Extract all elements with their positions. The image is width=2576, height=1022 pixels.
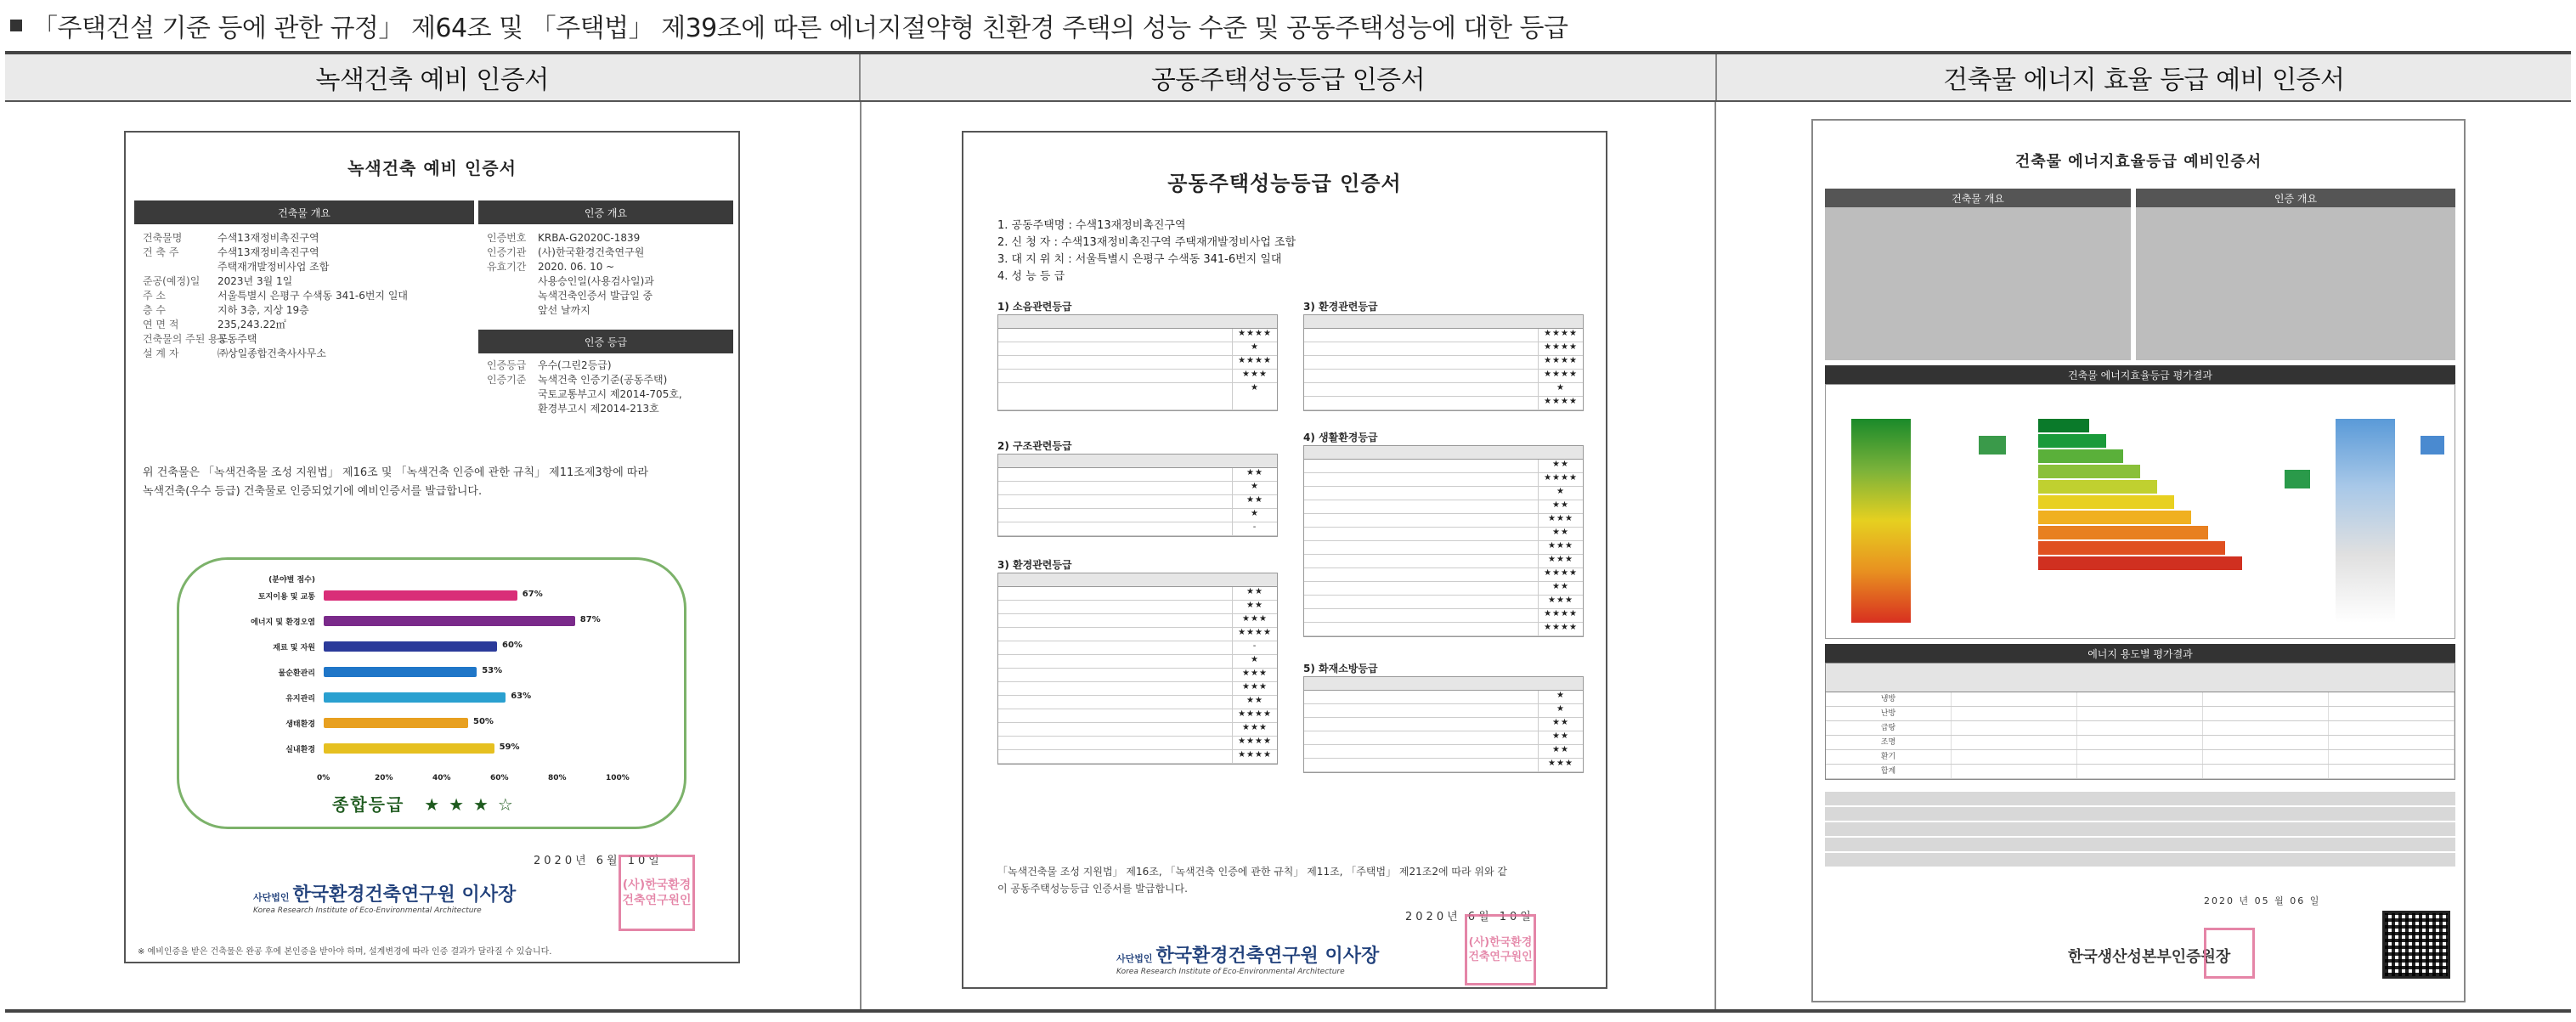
- x-tick-label: 0%: [317, 774, 330, 782]
- info-row: 녹색건축인증서 발급일 중: [538, 290, 653, 302]
- cert2-grade-table: ★★ ★★★★ ★ ★★ ★★★ ★★ ★★★ ★★★ ★★★★ ★★ ★★★ ★★★★ ★★★★: [1303, 445, 1584, 637]
- x-tick-label: 80%: [548, 774, 567, 782]
- cert2-statement: 「녹색건축물 조성 지원법」 제16조, 「녹색건축 인증에 관한 규칙」 제11조, 「주택법」 제21조2에 따라 위와 같 이 공동주택성능등급 인증서를 발급합니다.: [997, 866, 1507, 895]
- qr-code-icon: [2382, 911, 2450, 979]
- cert2-date: 2020년 6월 10일: [1405, 911, 1534, 923]
- cert2-section-title: 1) 소음관련등급: [997, 301, 1072, 313]
- bar-category-label: 재료 및 자원: [273, 644, 315, 652]
- cert1-date: 2020년 6월 10일: [534, 855, 663, 867]
- info-row: 층 수 지하 3층, 지상 19층: [143, 304, 309, 316]
- bar-mark: [324, 616, 575, 626]
- info-row: 인증번호 KRBA-G2020C-1839: [487, 232, 641, 244]
- info-row: 사용승인일(사용검사일)과: [538, 275, 654, 287]
- cert3-notes-area: [1825, 792, 2455, 868]
- cert3-cert-info: [2136, 207, 2455, 360]
- co2-emission-gauge: [2336, 419, 2395, 623]
- cert3-energy-use-table: 냉방 난방 급탕 조명 환기 합계: [1825, 663, 2455, 780]
- cert3-official-seal: [2204, 928, 2255, 979]
- bar-value-label: 53%: [482, 666, 503, 675]
- rating-pointer-icon: [1979, 436, 2006, 455]
- energy-efficiency-certificate: [1811, 119, 2466, 1002]
- caption-text: 「주택건설 기준 등에 관한 규정」 제64조 및 「주택법」 제39조에 따른 에너지절약형 친환경 주택의 성능 수준 및 공동주택성능에 대한 등급: [32, 14, 1568, 43]
- cert3-table-band: 에너지 용도별 평가결과: [1825, 644, 2455, 663]
- cert3-org-name: 한국생산성본부인증원장: [2068, 948, 2231, 966]
- cert2-title: 공동주택성능등급 인증서: [1167, 172, 1402, 195]
- cert2-section-title: 3) 환경관련등급: [997, 559, 1072, 571]
- bar-category-label: 토지이용 및 교통: [257, 593, 315, 601]
- cert2-grade-table: ★★★★ ★★★★ ★★★★ ★★★★ ★ ★★★★: [1303, 314, 1584, 411]
- category-score-chart: [177, 557, 686, 829]
- cert1-statement: 위 건축물은 「녹색건축물 조성 지원법」 제16조 및 「녹색건축 인증에 관한 규칙」 제11조제3항에 따라 녹색건축(우수 등급) 건축물로 인증되었기에 예비인증서를 발급합니다.: [143, 466, 649, 498]
- cert1-cert-band: 인증 개요: [478, 200, 733, 224]
- cert2-grade-table: ★★★★ ★ ★★★★ ★★★ ★: [997, 314, 1278, 411]
- info-row: 준공(예정)일 2023년 3월 1일: [143, 275, 293, 287]
- certificate-comparison-table: [5, 51, 2571, 1013]
- header-green-building-cert: 녹색건축 예비 인증서: [315, 65, 549, 95]
- cert2-section-title: 3) 환경관련등급: [1303, 301, 1378, 313]
- x-tick-label: 40%: [432, 774, 451, 782]
- bar-value-label: 60%: [502, 641, 523, 650]
- x-tick-label: 20%: [375, 774, 393, 782]
- cert3-cert-band: 인증 개요: [2136, 189, 2455, 207]
- grade-label: 종합등급: [332, 794, 405, 815]
- info-row: 환경부고시 제2014-213호: [538, 403, 659, 415]
- bar-category-label: 유지관리: [285, 695, 315, 703]
- x-tick-label: 60%: [490, 774, 509, 782]
- bar-value-label: 87%: [579, 615, 601, 624]
- bar-mark: [324, 692, 506, 703]
- info-row: 주 소 서울특별시 은평구 수색동 341-6번지 일대: [143, 290, 409, 302]
- cert2-section-title: 4) 생활환경등급: [1303, 432, 1378, 443]
- info-row: 앞선 날까지: [538, 304, 590, 316]
- cert2-official-seal: (사)한국환경건축연구원인: [1465, 914, 1536, 985]
- info-row: 인증기준 녹색건축 인증기준(공동주택): [487, 374, 668, 386]
- cert2-grade-table: ★★ ★★ ★★★ ★★★★ - ★ ★★★ ★★★ ★★ ★★★★ ★★★ ★★★★ ★★★★: [997, 573, 1278, 765]
- cert1-building-info: [143, 231, 474, 361]
- table-header-row: [5, 54, 2571, 102]
- energy-grade-bar: [2038, 526, 2208, 539]
- cert1-grade-info: [487, 359, 733, 416]
- cert1-grade-band: 인증 등급: [478, 330, 733, 353]
- info-row: 주택재개발정비사업 조합: [217, 261, 330, 273]
- x-tick-label: 100%: [606, 774, 630, 782]
- energy-grade-bar: [2038, 495, 2174, 509]
- cert2-org-logo: 사단법인 한국환경건축연구원 이사장 Korea Research Institute of Eco-Environmental Architecture: [1116, 946, 1380, 976]
- cert2-info-list: 1. 공동주택명 : 수색13재정비촉진구역 2. 신 청 자 : 수색13재정비촉진구역 주택재개발정비사업 조합 3. 대 지 위 치 : 서울특별시 은평구 수색동 341-6번지 일대 4. 성 능 등 급: [997, 219, 1296, 283]
- info-row: 설 계 자 ㈜상일종합건축사사무소: [143, 347, 326, 359]
- bar-mark: [324, 641, 497, 652]
- energy-grade-bar: [2038, 541, 2225, 555]
- green-building-certificate: [124, 131, 740, 963]
- header-energy-efficiency-cert: 건축물 에너지 효율 등급 예비 인증서: [1715, 54, 2571, 100]
- info-row: 건축물의 주된 용도 공동주택: [143, 333, 257, 345]
- energy-grade-bar: [2038, 556, 2242, 570]
- housing-performance-certificate: [962, 131, 1607, 989]
- bar-mark: [324, 667, 477, 677]
- cert1-footnote: ※ 예비인증을 받은 건축물은 완공 후에 본인증을 받아야 하며, 설계변경에 따라 인증 결과가 달라질 수 있습니다.: [138, 947, 552, 957]
- cert1-building-band: 건축물 개요: [134, 200, 474, 224]
- bar-mark: [324, 590, 517, 601]
- bar-category-label: 에너지 및 환경오염: [251, 618, 315, 627]
- cert2-section-title: 2) 구조관련등급: [997, 440, 1072, 452]
- cert2-grade-table: ★★ ★ ★★ ★ -: [997, 454, 1278, 537]
- cert3-building-band: 건축물 개요: [1825, 189, 2131, 207]
- column-divider: [1715, 102, 1716, 1009]
- cert3-title: 건축물 에너지효율등급 예비인증서: [2014, 153, 2262, 171]
- energy-grade-bar: [2038, 449, 2123, 463]
- bar-value-label: 67%: [522, 590, 543, 599]
- info-row: 연 면 적 235,243.22㎡: [143, 319, 286, 330]
- cert1-official-seal: (사)한국환경건축연구원인: [619, 855, 695, 931]
- bar-category-label: 물순환관리: [278, 669, 315, 678]
- energy-grade-bar: [2038, 480, 2157, 494]
- cert1-org-logo: 사단법인 한국환경건축연구원 이사장 Korea Research Institute of Eco-Environmental Architecture: [253, 884, 517, 915]
- bar-value-label: 59%: [499, 743, 520, 752]
- header-housing-performance-cert: 공동주택성능등급 인증서: [859, 54, 1715, 100]
- bar-mark: [324, 718, 468, 728]
- grade-stars: ★ ★ ★ ☆: [424, 794, 515, 815]
- column-divider: [860, 102, 861, 1009]
- info-row: 건 축 주 수색13재정비촉진구역: [143, 246, 319, 258]
- bar-chart-area: [179, 560, 684, 827]
- energy-grade-bar: [2038, 434, 2106, 448]
- cert2-section-title: 5) 화재소방등급: [1303, 663, 1378, 675]
- cert2-grade-table: ★ ★ ★★ ★★ ★★ ★★★: [1303, 676, 1584, 773]
- bar-category-label: 실내환경: [285, 746, 315, 754]
- energy-grade-bar: [2038, 419, 2089, 432]
- bar-value-label: 63%: [511, 692, 532, 701]
- energy-grade-bar: [2038, 511, 2191, 524]
- bar-mark: [324, 743, 494, 754]
- chart-header-label: (분야별 점수): [268, 576, 315, 584]
- cert3-date: 2020 년 05 월 06 일: [2204, 895, 2321, 906]
- info-row: 건축물명 수색13재정비촉진구역: [143, 232, 319, 244]
- primary-energy-gauge: [1851, 419, 1911, 623]
- bar-category-label: 생태환경: [285, 720, 315, 729]
- energy-grade-bar: [2038, 465, 2140, 478]
- cert3-building-info: [1825, 207, 2131, 360]
- rating-pointer-icon: [2421, 436, 2444, 455]
- cert1-title: 녹색건축 예비 인증서: [347, 158, 517, 178]
- info-row: 유효기간 2020. 06. 10 ~: [487, 261, 615, 273]
- square-bullet-icon: [10, 20, 22, 31]
- cert3-energy-band: 건축물 에너지효율등급 평가결과: [1825, 365, 2455, 384]
- cert1-cert-info: [487, 231, 733, 318]
- rating-pointer-icon: [2285, 470, 2310, 488]
- overall-grade: [332, 791, 515, 816]
- info-row: 인증기관 (사)한국환경건축연구원: [487, 246, 645, 258]
- info-row: 인증등급 우수(그린2등급): [487, 359, 612, 371]
- bar-value-label: 50%: [473, 717, 494, 726]
- figure-caption: [10, 5, 1568, 46]
- info-row: 국토교통부고시 제2014-705호,: [538, 388, 682, 400]
- cert3-energy-rating-panel: [1825, 384, 2455, 639]
